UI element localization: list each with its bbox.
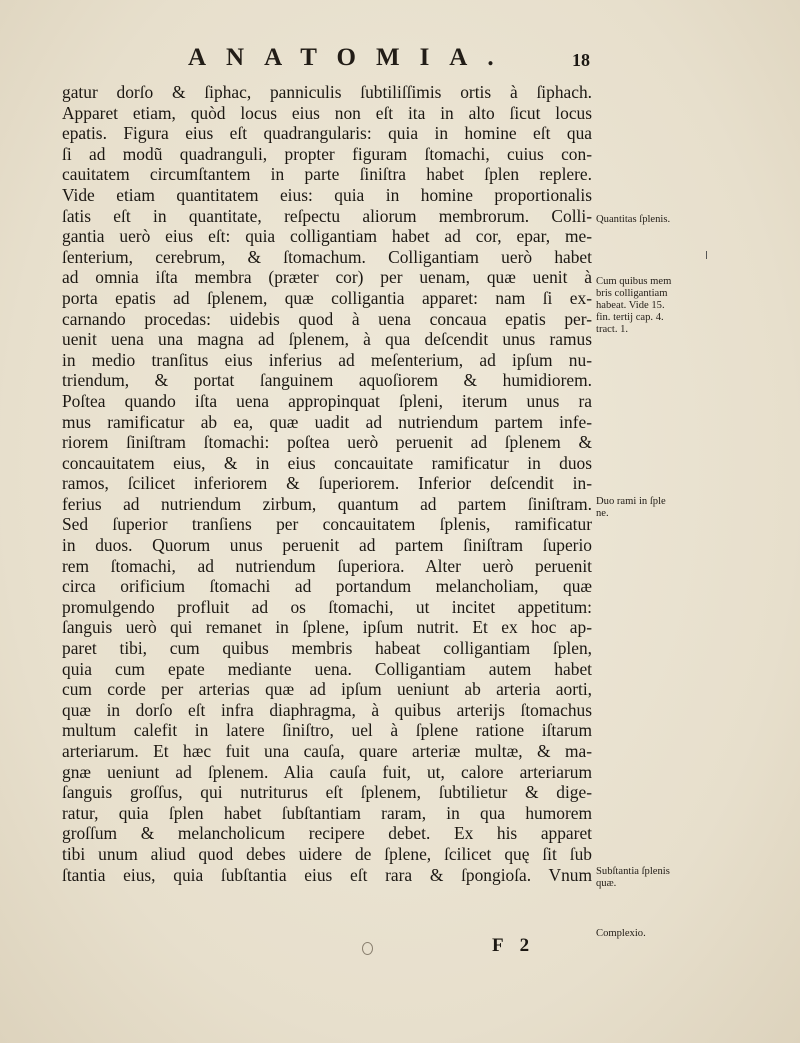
marginal-note-line: bris colligantiam (596, 288, 668, 299)
text-line: porta epatis ad ſplenem, quæ colligantia apparet: nam ſi ex- (62, 287, 592, 308)
text-line: quia cum epate mediante uena. Colligantiam autem habet (62, 658, 592, 679)
text-line: ſanguis groſſus, qui nutriturus eſt ſplenem, ſubtilietur & dige- (62, 782, 592, 803)
marginal-note-line: fin. tertij cap. 4. (596, 312, 664, 323)
marginal-note-two-branches (596, 496, 712, 520)
marginal-note-line: Quantitas ſplenis. (596, 214, 671, 225)
text-line: tibi unum aliud quod debes uidere de ſplene, ſcilicet quę ſit ſub (62, 843, 592, 864)
text-line: ad omnia iſta membra (præter cor) per uenam, quæ uenit à (62, 267, 592, 288)
text-line: arteriarum. Et hæc fuit una cauſa, quare arteriæ multæ, & ma- (62, 741, 592, 761)
text-line: gantia uerò eius eſt: quia colligantiam habet ad cor, epar, me- (62, 226, 592, 247)
text-line: cum corde per arterias quæ ad ipſum ueniunt ab arteria aorti, (62, 679, 592, 700)
text-line: ratur, quia ſplen habet ſubſtantiam raram, in qua humorem (62, 802, 592, 823)
marginal-note-quantity (596, 214, 712, 226)
text-line: ſanguis uerò qui remanet in ſplene, ipſum nutrit. Et ex hoc ap- (62, 617, 592, 638)
text-line: ramos, ſcilicet inferiorem & ſuperiorem. Inferior deſcendit in- (62, 473, 592, 494)
text-line: gatur dorſo & ſiphac, panniculis ſubtiliſſimis ortis à ſiphach. (62, 82, 592, 102)
marginal-note-line: Duo rami in ſple (596, 496, 666, 507)
marginal-note-substance (596, 866, 712, 890)
marginal-note-connections (596, 276, 712, 336)
text-line: in medio tranſitus eius inferius ad meſenterium, ad ipſum nu- (62, 349, 592, 370)
marginal-note-line: habeat. Vide 15. (596, 300, 665, 311)
text-line: rem ſtomachi, ad nutriendum ſuperiora. Alter uerò peruenit (62, 555, 592, 576)
text-line: Poſtea quando iſta uena appropinquat ſpleni, iterum unus ra (62, 390, 592, 411)
stray-ink-mark (706, 251, 707, 259)
text-line: groſſum & melancholicum recipere debet. Ex his apparet (62, 823, 592, 844)
text-line: cauitatem circumſtantem in parte ſiniſtra habet ſplen replere. (62, 164, 592, 185)
text-line: triendum, & portat ſanguinem aquoſiorem & humidiorem. (62, 370, 592, 391)
text-line: multum calefit in latere ſiniſtro, uel à ſplene ratione iſtarum (62, 720, 592, 741)
body-text (62, 82, 592, 885)
text-line: paret tibi, cum quibus membris habeat colligantiam ſplen, (62, 638, 592, 659)
signature-mark: F 2 (492, 935, 536, 956)
text-line: circa orificium ſtomachi ad portandum melancholiam, quæ (62, 576, 592, 597)
text-line: concauitatem eius, & in eius concauitate ramificatur in duos (62, 452, 592, 473)
marginal-note-line: Cum quibus mem (596, 276, 672, 287)
text-line: epatis. Figura eius eſt quadrangularis: quia in homine eſt qua (62, 123, 592, 144)
text-line: uenit uena una magna ad ſplenem, à qua deſcendit unus ramus (62, 329, 592, 350)
text-line: promulgendo profluit ad os ſtomachi, ut incitet appetitum: (62, 596, 592, 617)
text-line: Sed ſuperior tranſiens per concauitatem ſplenis, ramificatur (62, 514, 592, 535)
marginal-note-line: Complexio. (596, 928, 646, 939)
page-number: 18 (572, 50, 590, 70)
marginal-note-line: ne. (596, 508, 609, 519)
ornament-mark (362, 942, 373, 955)
text-line: quæ in dorſo eſt infra diaphragma, à quibus arterijs ſtomachus (62, 699, 592, 720)
marginal-note-line: tract. 1. (596, 324, 629, 335)
text-line: ſtantia eius, quia ſubſtantia eius eſt rara & ſpongioſa. Vnum (62, 864, 592, 885)
text-line: Vide etiam quantitatem eius: quia in homine proportionalis (62, 184, 592, 205)
text-line: ſatis eſt in quantitate, reſpectu aliorum membrorum. Colli- (62, 205, 592, 226)
text-line: riorem ſiniſtram ſtomachi: poſtea uerò peruenit ad ſplenem & (62, 432, 592, 453)
marginal-note-line: Subſtantia ſplenis (596, 866, 670, 877)
text-line: carnando procedas: uidebis quod à uena concaua epatis per- (62, 308, 592, 329)
text-line: Apparet etiam, quòd locus eius non eſt ita in alto ſicut locus (62, 102, 592, 123)
text-line: ſenterium, cerebrum, & ſtomachum. Colligantiam uerò habet (62, 246, 592, 267)
marginal-note-complexion (596, 928, 712, 940)
text-line: ferius ad nutriendum zirbum, quantum ad partem ſiniſtram. (62, 493, 592, 514)
text-line: gnæ ueniunt ad ſplenem. Alia cauſa fuit, ut, calore arteriarum (62, 761, 592, 782)
running-title: ANATOMIA. (188, 44, 514, 71)
text-line: ſi ad modũ quadranguli, propter figuram ſtomachi, cuius con- (62, 143, 592, 164)
text-line: mus ramificatur ab ea, quæ uadit ad nutriendum partem infe- (62, 411, 592, 432)
text-line: in duos. Quorum unus peruenit ad partem ſiniſtram ſuperio (62, 535, 592, 556)
marginal-note-line: quæ. (596, 878, 617, 889)
